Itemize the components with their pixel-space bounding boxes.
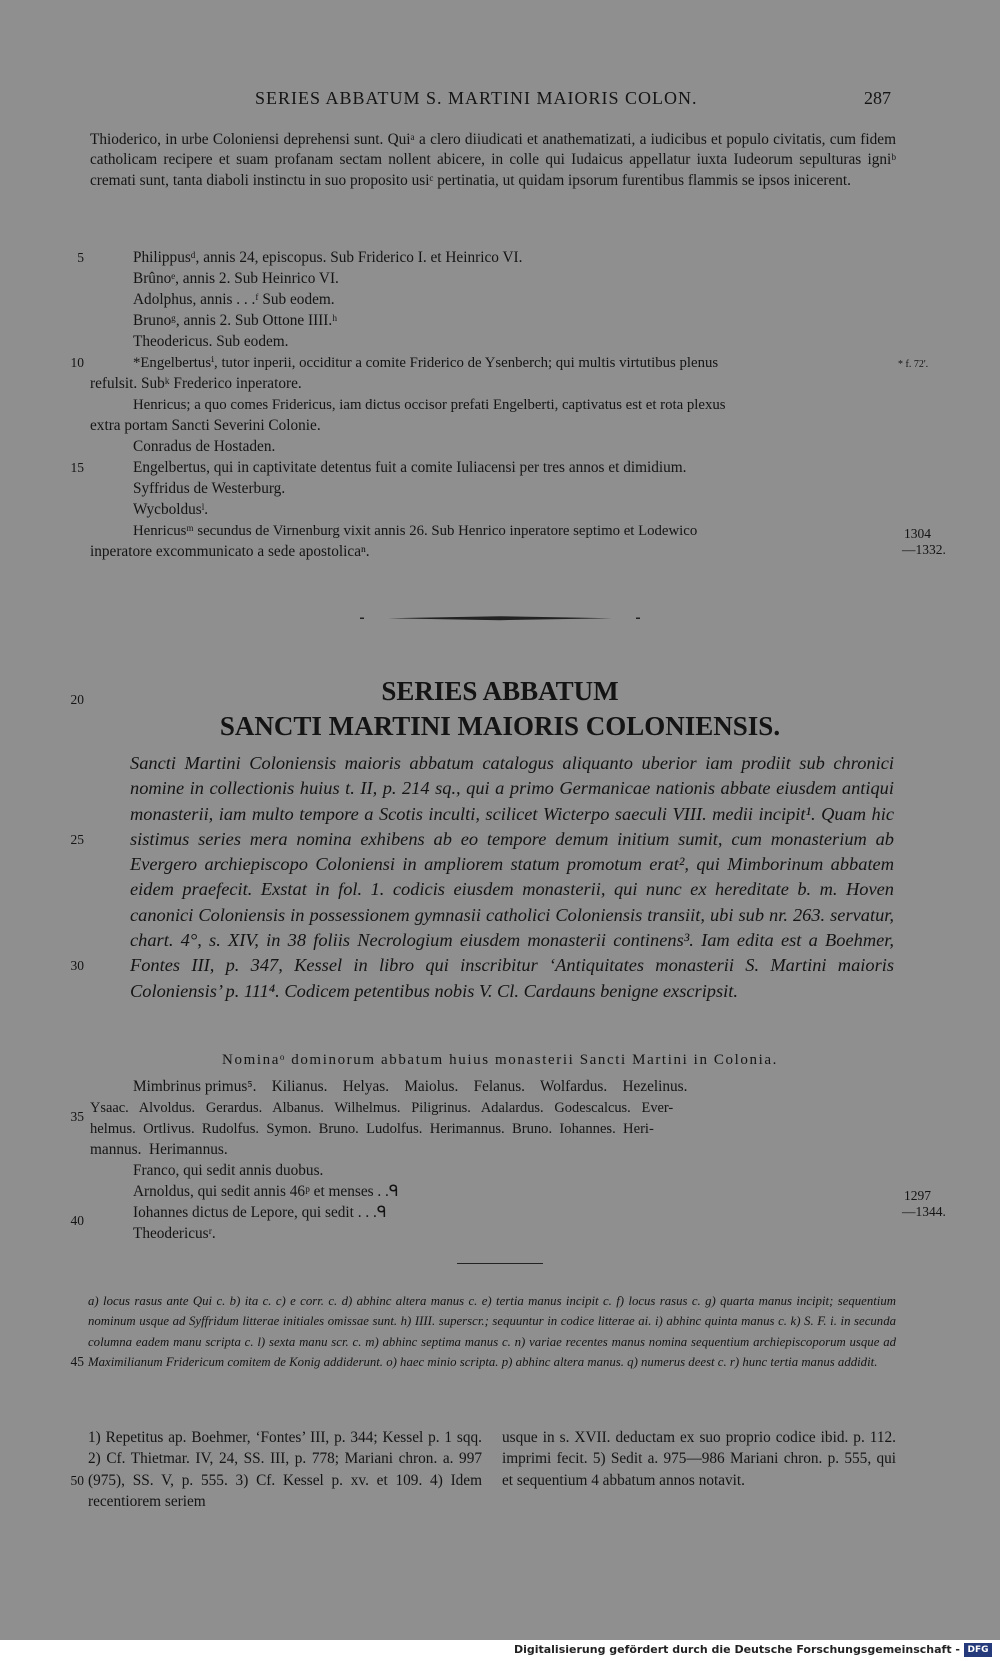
names-line: Franco, qui sedit annis duobus. <box>133 1162 324 1179</box>
names-line: Theodericusʳ. <box>133 1225 216 1242</box>
list-item: refulsit. Subᵏ Frederico inperatore. <box>90 375 302 392</box>
list-item: Henricus; a quo comes Fridericus, iam dictus occisor prefati Engelberti, captivatus est et rota plexus <box>133 397 726 413</box>
running-header <box>0 88 1000 114</box>
names-line: Ysaac. Alvoldus. Gerardus. Albanus. Wilhelmus. Piligrinus. Adalardus. Godescalcus. Ever- <box>90 1100 674 1116</box>
list-item: extra portam Sancti Severini Colonie. <box>90 417 321 434</box>
list-item: Brunoᵍ, annis 2. Sub Ottone IIII.ʰ <box>133 312 338 329</box>
names-line: mannus. Herimannus. <box>90 1141 228 1158</box>
dfg-logo: DFG <box>964 1643 992 1657</box>
credit-text: Digitalisierung gefördert durch die Deutsche Forschungsgemeinschaft - <box>513 1643 960 1656</box>
top-paragraph: Thioderico, in urbe Coloniensi deprehensi sunt. Quiᵃ a clero diiudicati et anathematizati, a iudicibus et populo civitatis, cum fidem catholicam recipere et suam profanam sectam nollent abicere, in colle qui Iudaicus appellatur iuxta Iudeorum sepulturas igniᵇ cremati sunt, tanta diaboli instinctu in suo proposito usiᶜ pertinatia, ut quidam ipsorum furentibus flammis se ipsos inicerent. <box>90 131 896 189</box>
footnotes-right-column: usque in s. XVII. deductam ex suo proprio codice ibid. p. 112. imprimi fecit. 5) Sedit a. 975—986 Mariani chron. p. 555, qui et sequentium 4 abbatum annos notavit. <box>502 1429 896 1489</box>
list-item: Conradus de Hostaden. <box>133 438 276 455</box>
line-number: 20 <box>70 692 84 707</box>
list-item: Engelbertus, qui in captivitate detentus fuit a comite Iuliacensi per tres annos et dimidium. <box>133 459 687 476</box>
line-number: 45 <box>70 1354 84 1369</box>
names-heading: Nominaᵒ dominorum abbatum huius monasterii Sancti Martini in Colonia. <box>222 1052 778 1068</box>
running-title: SERIES ABBATUM S. MARTINI MAIORIS COLON. <box>255 88 698 108</box>
list-item: inperatore excommunicato a sede apostolicaⁿ. <box>90 543 370 560</box>
list-item: Philippusᵈ, annis 24, episcopus. Sub Friderico I. et Heinrico VI. <box>133 249 523 266</box>
section-title: SERIES ABBATUM <box>381 676 619 706</box>
ornamental-divider <box>360 614 640 622</box>
list-item: Wycboldusˡ. <box>133 501 209 518</box>
footnotes-letters: a) locus rasus ante Qui c. b) ita c. c) e corr. c. d) abhinc altera manus c. e) tertia manus incipit c. f) locus rasus c. g) quarta manus incipit; sequentium nominum usque ad Syffridum litterae initiales omissae sunt. h) IIII. superscr.; sequuntur in codice litterae ai. i) abhinc quinta manus c. k) S. F. i. in secunda columna eadem manu scripta c. l) sexta manu scr. c. m) abhinc septima manus c. n) variae recentes manus nomina sequentium archiepiscoporum usque ad Maximilianum Fridericum comitem de Konig addiderunt. o) haec minio scripta. p) abhinc altera manus. q) numerus deest c. r) hunc tertia manus addidit. <box>88 1294 896 1370</box>
line-number: 30 <box>70 958 84 973</box>
credit-bar <box>0 1640 1000 1661</box>
names-line: Iohannes dictus de Lepore, qui sedit . . .ᑫ <box>133 1204 387 1221</box>
list-item: Syffridus de Westerburg. <box>133 480 286 497</box>
section-rule <box>457 1263 543 1264</box>
margin-year: 1304 <box>904 526 931 541</box>
section-subtitle: SANCTI MARTINI MAIORIS COLONIENSIS. <box>219 711 781 741</box>
line-number: 25 <box>70 832 84 847</box>
line-number: 50 <box>70 1473 84 1488</box>
list-item: Henricusᵐ secundus de Virnenburg vixit annis 26. Sub Henrico inperatore septimo et Lodewico <box>133 523 698 539</box>
list-item: Brûnoᵉ, annis 2. Sub Heinrico VI. <box>133 270 339 287</box>
intro-paragraph: Sancti Martini Coloniensis maioris abbatum catalogus aliquanto uberior iam prodiit sub chronici nomine in collectionis huius t. II, p. 214 sq., qui a primo Germanicae nationis abbate eiusdem antiqui monasterii, iam multo tempore a Scotis inculti, scilicet Wicterpo saeculi VIII. medii incipit¹. Quam hic sistimus series mera nomina exhibens ab eo tempore demum initium sumit, cum monasterium ab Evergero archiepiscopo Coloniensi in ampliorem statum promotum erat², qui Mimborinum abbatem eidem praefecit. Exstat in fol. 1. codicis eiusdem monasterii, qui nunc ex hereditate b. m. Hoven canonici Coloniensis in possessionem gymnasii catholici Coloniensis transiit, ubi sub nr. 263. servatur, chart. 4°, s. XIV, in 38 foliis Necrologium eiusdem monasterii continens³. Iam edita est a Boehmer, Fontes III, p. 347, Kessel in libro qui inscribitur ‘Antiquitates monasterii S. Martini maioris Coloniensis’ p. 111⁴. Codicem petentibus nobis V. Cl. Cardauns benigne exscripsit. <box>130 753 894 1001</box>
line-number: 10 <box>70 355 84 370</box>
list-item: *Engelbertusⁱ, tutor inperii, occiditur a comite Friderico de Ysenberch; qui multis virtutibus plenus <box>133 355 719 371</box>
margin-year: 1297 <box>904 1188 931 1203</box>
margin-year: —1332. <box>902 542 946 557</box>
line-number: 15 <box>70 460 84 475</box>
margin-folio-note: * f. 72'. <box>898 359 929 370</box>
list-item: Theodericus. Sub eodem. <box>133 333 289 350</box>
footnotes-left-column: 1) Repetitus ap. Boehmer, ‘Fontes’ III, p. 344; Kessel p. 1 sqq. 2) Cf. Thietmar. IV, 24, SS. III, p. 778; Mariani chron. a. 997 (975), SS. V, p. 555. 3) Cf. Kessel p. xv. et 109. 4) Idem recentiorem seriem <box>88 1429 482 1510</box>
margin-year: —1344. <box>902 1204 946 1219</box>
line-number: 40 <box>70 1213 84 1228</box>
names-line: Arnoldus, qui sedit annis 46ᵖ et menses . .ᑫ <box>133 1183 399 1200</box>
line-number: 5 <box>77 250 84 265</box>
list-item: Adolphus, annis . . .ᶠ Sub eodem. <box>133 291 335 308</box>
page-number: 287 <box>864 88 891 108</box>
names-line: Mimbrinus primus⁵. Kilianus. Helyas. Maiolus. Felanus. Wolfardus. Hezelinus. <box>133 1078 688 1095</box>
names-line: helmus. Ortlivus. Rudolfus. Symon. Bruno. Ludolfus. Herimannus. Bruno. Iohannes. Heri- <box>90 1121 654 1137</box>
line-number: 35 <box>70 1109 84 1124</box>
